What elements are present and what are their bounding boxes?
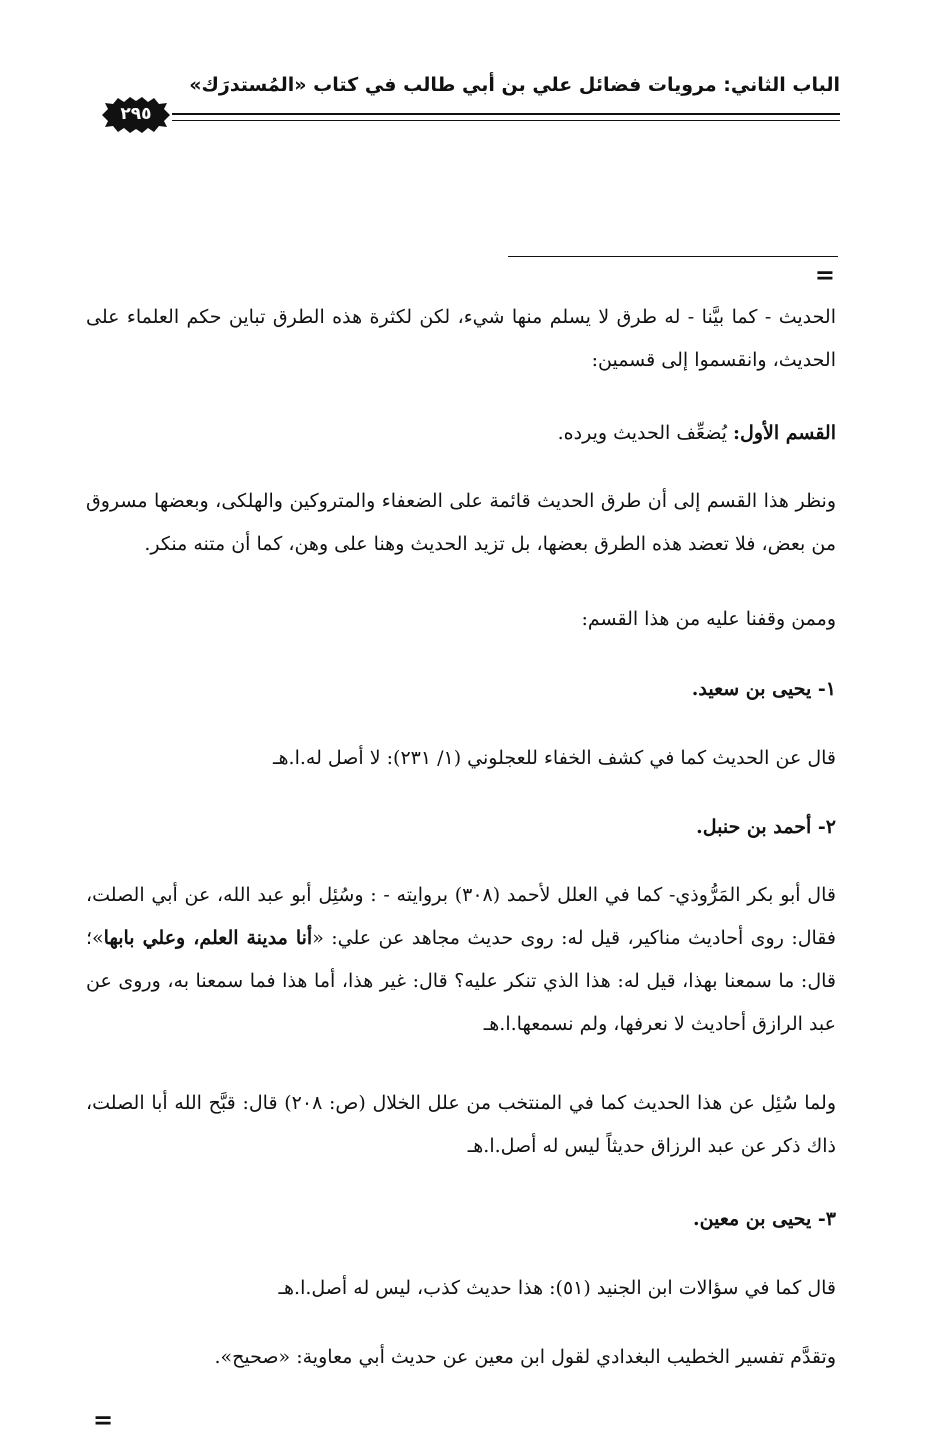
quote-text-end: »؛ قال: ما سمعنا بهذا، قيل له: هذا الذي تنكر عليه؟ قال: غير هذا، أما هذا فما سمعنا به، وروى عن عبد الرازق أحاديث لا نعرفها، ولم نسمعها.ا.هـ	[86, 927, 836, 1035]
paragraph-division: الحديث - كما بيَّنا - له طرق لا يسلم منها شيء، لكن لكثرة هذه الطرق تباين حكم العلماء على الحديث، وانقسموا إلى قسمين:	[86, 306, 836, 371]
continuation-mark-bottom: =	[93, 1406, 114, 1434]
paragraph-ajluni-quote: قال عن الحديث كما في كشف الخفاء للعجلوني (١/ ٢٣١): لا أصل له.ا.هـ	[272, 747, 836, 769]
paragraph-reasoning: ونظر هذا القسم إلى أن طرق الحديث قائمة على الضعفاء والمتروكين والهلكى، وبعضها مسروق من بعض، فلا تعضد هذه الطرق بعضها، بل تزيد الحديث وهنا على وهن، كما أن متنه منكر.	[86, 490, 836, 555]
heading-yahya-bin-said: ١- يحيى بن سعيد.	[691, 678, 836, 700]
paragraph-first-section	[86, 412, 836, 455]
footnote-separator	[508, 256, 838, 257]
paragraph-khatib-note: وتقدَّم تفسير الخطيب البغدادي لقول ابن معين عن حديث أبي معاوية: «صحيح».	[214, 1346, 836, 1368]
paragraph-junaid-quote: قال كما في سؤالات ابن الجنيد (٥١): هذا حديث كذب، ليس له أصل.ا.هـ	[278, 1277, 836, 1299]
hadith-text: أنا مدينة العلم، وعلي بابها	[103, 927, 313, 949]
header-rule	[172, 113, 840, 121]
page-number: ٢٩٥	[120, 104, 152, 124]
header-title: الباب الثاني: مرويات فضائل علي بن أبي طالب في كتاب «المُستدرَك»	[189, 74, 840, 96]
section-label: القسم الأول:	[733, 422, 836, 444]
paragraph-marrudhi-quote	[86, 874, 836, 1046]
heading-yahya-bin-main: ٣- يحيى بن معين.	[693, 1208, 836, 1230]
paragraph-intro-list: وممن وقفنا عليه من هذا القسم:	[581, 608, 836, 630]
continuation-mark-top: =	[814, 261, 835, 289]
page-number-badge	[98, 96, 174, 134]
heading-ahmad-bin-hanbal: ٢- أحمد بن حنبل.	[696, 816, 836, 838]
section-text: يُضعِّف الحديث ويرده.	[557, 422, 733, 444]
quote-text-start: قال أبو بكر المَرُّوذي- كما في العلل لأحمد (٣٠٨) بروايته - : وسُئِل أبو عبد الله، عن أبي الصلت، فقال: روى أحاديث مناكير، قيل له: روى حديث مجاهد عن علي: «	[86, 884, 837, 949]
paragraph-khallal-quote: ولما سُئِل عن هذا الحديث كما في المنتخب من علل الخلال (ص: ٢٠٨) قال: قبَّح الله أبا الصلت، ذاك ذكر عن عبد الرزاق حديثاً ليس له أصل.ا.هـ	[86, 1092, 837, 1157]
